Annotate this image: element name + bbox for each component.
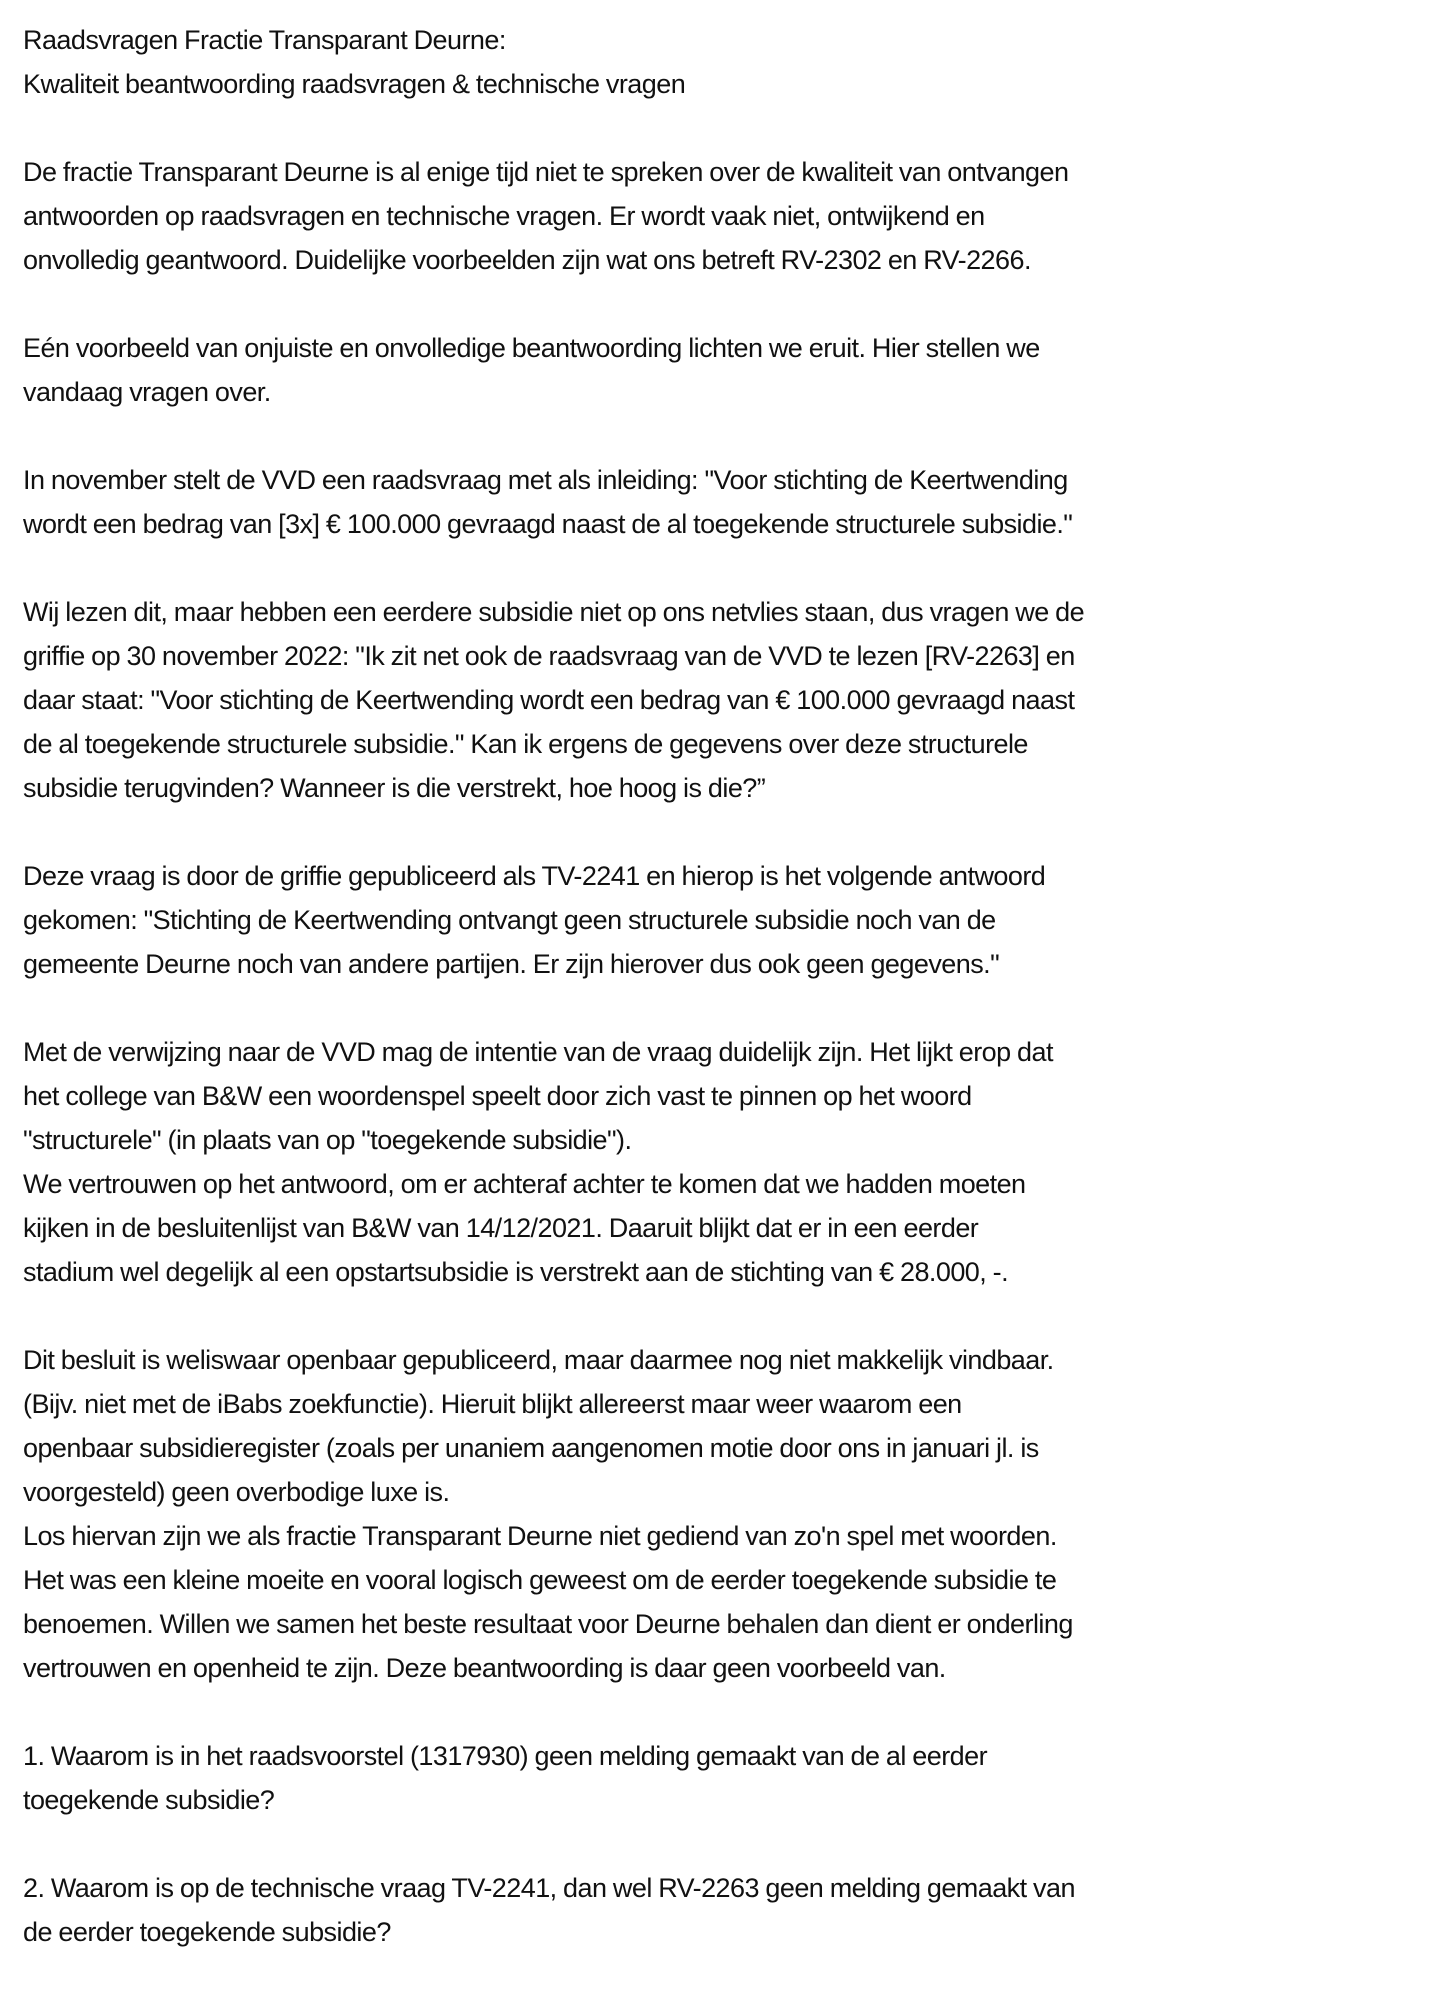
text-line: Deze vraag is door de griffie gepubliceerd als TV-2241 en hierop is het volgende antwoord	[23, 861, 1046, 891]
paragraph-spacer	[23, 106, 1423, 150]
text-line: De fractie Transparant Deurne is al enige tijd niet te spreken over de kwaliteit van ontvangen	[23, 157, 1069, 187]
text-line: de al toegekende structurele subsidie." Kan ik ergens de gegevens over deze structurele	[23, 729, 1028, 759]
text-line: vandaag vragen over.	[23, 377, 271, 407]
text-line: griffie op 30 november 2022: "Ik zit net ook de raadsvraag van de VVD te lezen [RV-2263] en	[23, 641, 1075, 671]
text-line: Dit besluit is weliswaar openbaar gepubliceerd, maar daarmee nog niet makkelijk vindbaar.	[23, 1345, 1054, 1375]
text-line: daar staat: "Voor stichting de Keertwending wordt een bedrag van € 100.000 gevraagd naast	[23, 685, 1075, 715]
paragraph-answer	[23, 854, 1423, 986]
text-line: gemeente Deurne noch van andere partijen. Er zijn hierover dus ook geen gegevens."	[23, 949, 1000, 979]
text-line: (Bijv. niet met de iBabs zoekfunctie). Hieruit blijkt allereerst maar weer waarom een	[23, 1389, 962, 1419]
text-line: gekomen: "Stichting de Keertwending ontvangt geen structurele subsidie noch van de	[23, 905, 996, 935]
text-line: openbaar subsidieregister (zoals per unaniem aangenomen motie door ons in januari jl. is	[23, 1433, 1039, 1463]
text-line: voorgesteld) geen overbodige luxe is.	[23, 1477, 450, 1507]
paragraph-vvd-question	[23, 458, 1423, 546]
document-page	[23, 18, 1423, 1954]
paragraph-spacer	[23, 986, 1423, 1030]
paragraph-intro	[23, 150, 1423, 282]
text-line: Wij lezen dit, maar hebben een eerdere subsidie niet op ons netvlies staan, dus vragen we de	[23, 597, 1085, 627]
text-line: Het was een kleine moeite en vooral logisch geweest om de eerder toegekende subsidie te	[23, 1565, 1057, 1595]
text-line: stadium wel degelijk al een opstartsubsidie is verstrekt aan de stichting van € 28.000, -.	[23, 1257, 1009, 1287]
text-line: In november stelt de VVD een raadsvraag met als inleiding: "Voor stichting de Keertwending	[23, 465, 1068, 495]
paragraph-spacer	[23, 1690, 1423, 1734]
paragraph-spacer	[23, 1294, 1423, 1338]
document-title	[23, 18, 1423, 106]
text-line: subsidie terugvinden? Wanneer is die verstrekt, hoe hoog is die?”	[23, 773, 766, 803]
paragraph-analysis	[23, 1030, 1423, 1294]
text-line: "structurele" (in plaats van op "toegekende subsidie").	[23, 1125, 632, 1155]
subtitle-line: Kwaliteit beantwoording raadsvragen & technische vragen	[23, 69, 686, 99]
text-line: toegekende subsidie?	[23, 1785, 275, 1815]
text-line: onvolledig geantwoord. Duidelijke voorbeelden zijn wat ons betreft RV-2302 en RV-2266.	[23, 245, 1031, 275]
paragraph-conclusion	[23, 1338, 1423, 1690]
paragraph-spacer	[23, 414, 1423, 458]
text-line: wordt een bedrag van [3x] € 100.000 gevraagd naast de al toegekende structurele subsidie."	[23, 509, 1073, 539]
text-line: de eerder toegekende subsidie?	[23, 1917, 391, 1947]
paragraph-spacer	[23, 546, 1423, 590]
text-line: 2. Waarom is op de technische vraag TV-2241, dan wel RV-2263 geen melding gemaakt van	[23, 1873, 1075, 1903]
text-line: Los hiervan zijn we als fractie Transparant Deurne niet gediend van zo'n spel met woorden.	[23, 1521, 1057, 1551]
paragraph-spacer	[23, 810, 1423, 854]
text-line: We vertrouwen op het antwoord, om er achteraf achter te komen dat we hadden moeten	[23, 1169, 1026, 1199]
question-1	[23, 1734, 1423, 1822]
text-line: 1. Waarom is in het raadsvoorstel (1317930) geen melding gemaakt van de al eerder	[23, 1741, 988, 1771]
text-line: vertrouwen en openheid te zijn. Deze beantwoording is daar geen voorbeeld van.	[23, 1653, 946, 1683]
question-2	[23, 1866, 1423, 1954]
text-line: het college van B&W een woordenspel speelt door zich vast te pinnen op het woord	[23, 1081, 972, 1111]
paragraph-spacer	[23, 1822, 1423, 1866]
text-line: kijken in de besluitenlijst van B&W van 14/12/2021. Daaruit blijkt dat er in een eerder	[23, 1213, 979, 1243]
text-line: Met de verwijzing naar de VVD mag de intentie van de vraag duidelijk zijn. Het lijkt erop dat	[23, 1037, 1053, 1067]
text-line: Eén voorbeeld van onjuiste en onvolledige beantwoording lichten we eruit. Hier stellen we	[23, 333, 1040, 363]
text-line: benoemen. Willen we samen het beste resultaat voor Deurne behalen dan dient er onderling	[23, 1609, 1073, 1639]
paragraph-griffie-request	[23, 590, 1423, 810]
text-line: antwoorden op raadsvragen en technische vragen. Er wordt vaak niet, ontwijkend en	[23, 201, 985, 231]
paragraph-example	[23, 326, 1423, 414]
paragraph-spacer	[23, 282, 1423, 326]
title-line: Raadsvragen Fractie Transparant Deurne:	[23, 25, 506, 55]
